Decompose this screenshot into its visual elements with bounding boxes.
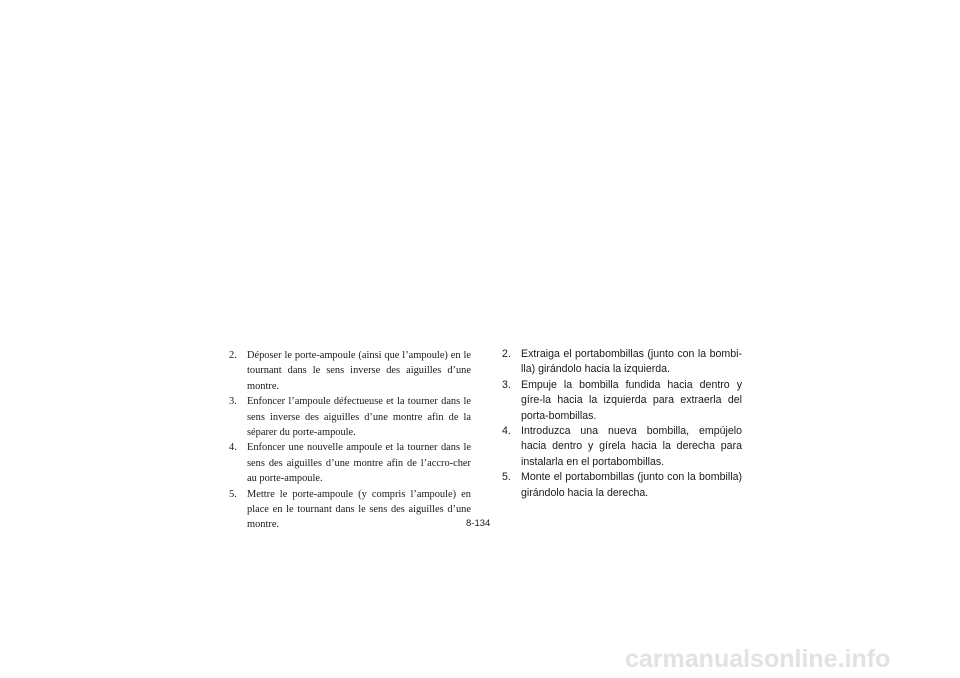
step-text: Extraiga el portabombillas (junto con la bombi-lla) girándolo hacia la izquierda. xyxy=(521,348,742,376)
page-number: 8-134 xyxy=(466,518,491,529)
step-text: Monte el portabombillas (junto con la bombilla) girándolo hacia la derecha. xyxy=(521,471,742,499)
spanish-step-4 xyxy=(502,424,742,470)
spanish-step-5 xyxy=(502,470,742,501)
step-number: 5. xyxy=(502,471,511,484)
watermark: carmanualsonline.info xyxy=(625,645,891,673)
step-text: Déposer le porte-ampoule (ainsi que l’ampoule) en le tournant dans le sens inverse des aiguilles d’une montre. xyxy=(247,350,471,392)
step-number: 4. xyxy=(502,425,511,438)
french-step-5 xyxy=(229,487,471,533)
spanish-step-2 xyxy=(502,347,742,378)
step-text: Enfoncer une nouvelle ampoule et la tourner dans le sens des aiguilles d’une montre afin de l’accro-cher au porte-ampoule. xyxy=(247,442,471,485)
step-number: 3. xyxy=(502,378,511,391)
step-number: 4. xyxy=(229,442,237,454)
french-column xyxy=(229,348,471,533)
step-text: Mettre le porte-ampoule (y compris l’ampoule) en place en le tournant dans le sens des aiguilles d’une montre. xyxy=(247,488,471,531)
french-step-2 xyxy=(229,348,471,394)
step-text: Introduzca una nueva bombilla, empújelo hacia dentro y gírela hacia la derecha para instalarla en el portabombillas. xyxy=(521,425,742,468)
step-number: 2. xyxy=(229,350,237,361)
spanish-column xyxy=(502,347,742,501)
french-step-4 xyxy=(229,440,471,486)
step-number: 2. xyxy=(502,348,511,360)
step-text: Empuje la bombilla fundida hacia dentro y gíre-la hacia la izquierda para extraerla del porta-bombillas. xyxy=(521,378,742,422)
step-number: 3. xyxy=(229,396,237,408)
step-text: Enfoncer l’ampoule défectueuse et la tourner dans le sens inverse des aiguilles d’une montre afin de la séparer du porte-ampoule. xyxy=(247,396,471,439)
step-number: 5. xyxy=(229,488,237,500)
french-step-3 xyxy=(229,394,471,440)
spanish-step-3 xyxy=(502,378,742,424)
